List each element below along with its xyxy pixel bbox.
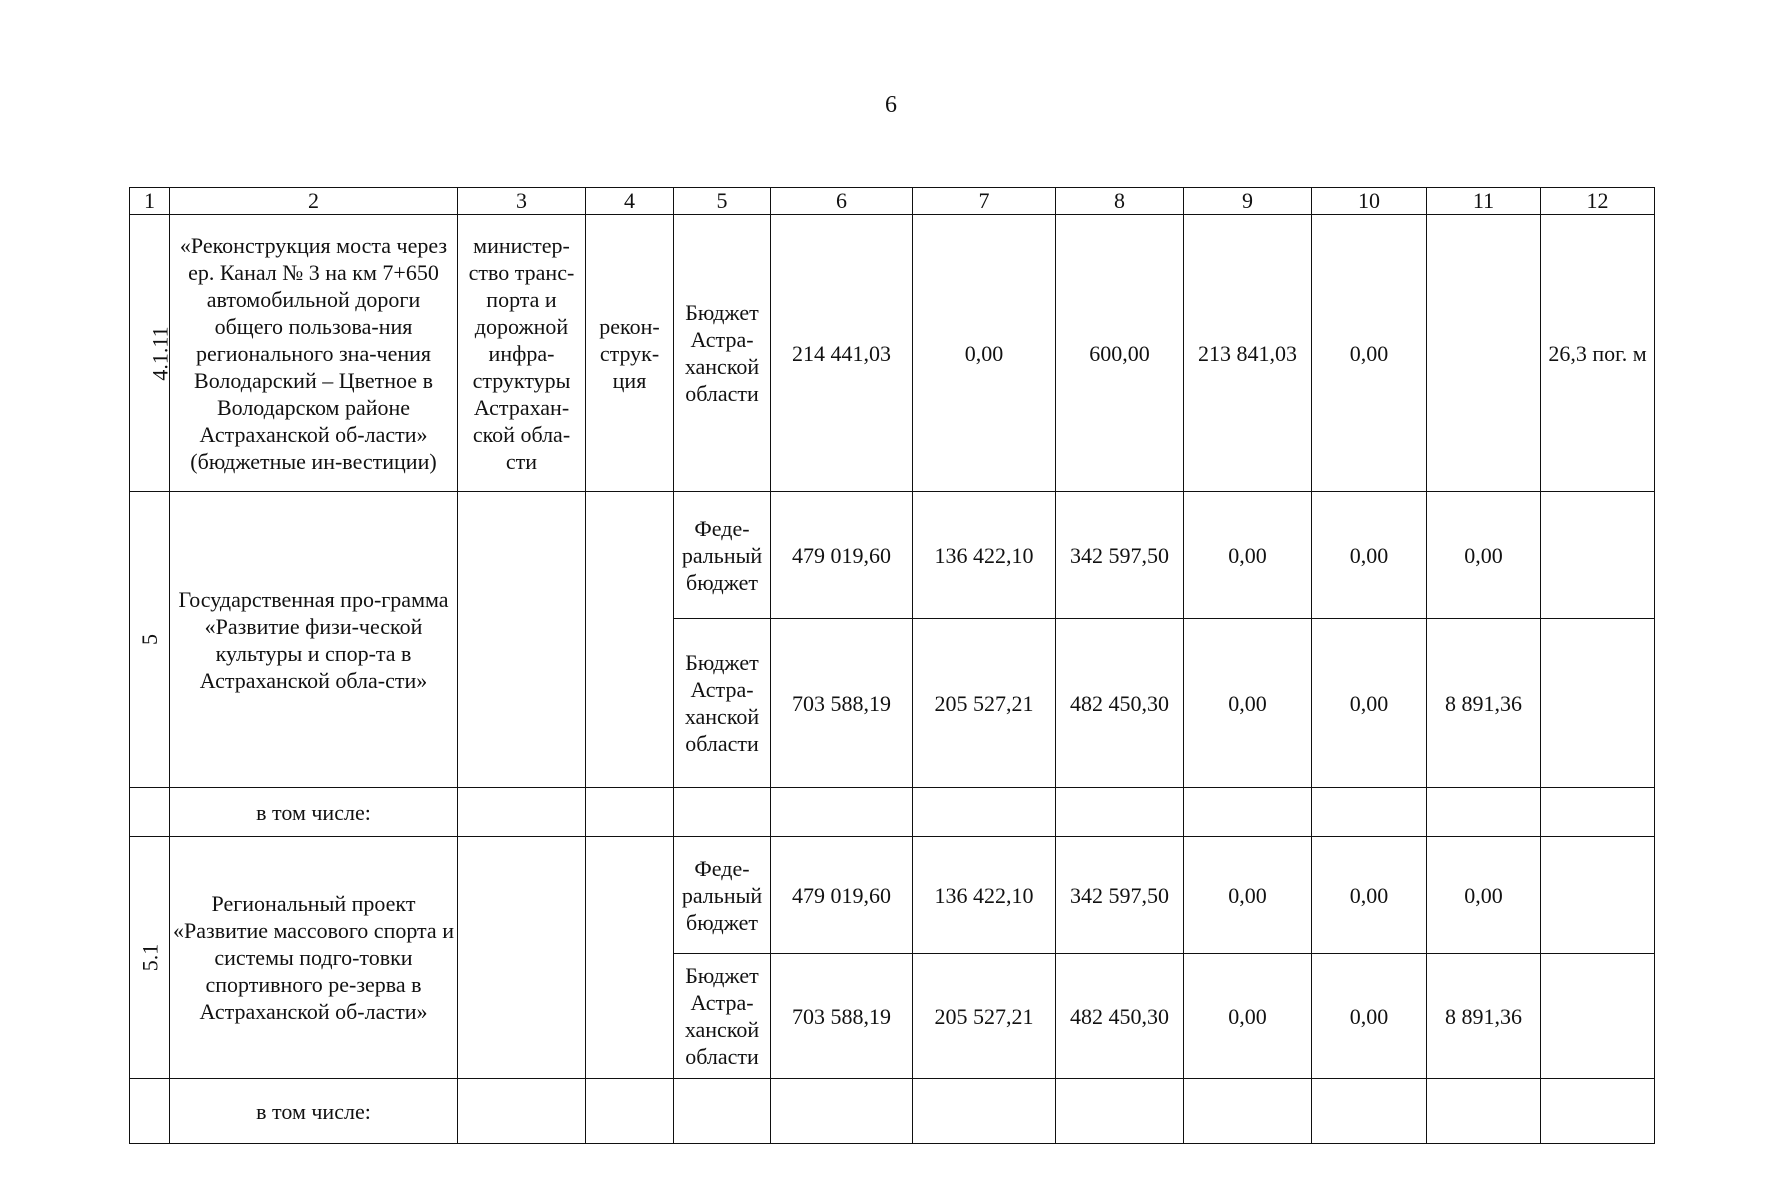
value-cell: 0,00	[1312, 215, 1427, 492]
value-cell: 0,00	[1427, 492, 1541, 619]
executor-cell	[458, 492, 586, 788]
column-header: 8	[1056, 188, 1184, 215]
value-cell	[1427, 215, 1541, 492]
value-cell: 0,00	[1184, 492, 1312, 619]
empty-cell	[1427, 788, 1541, 837]
row-number: 4.1.11	[147, 325, 173, 381]
value-cell: 214 441,03	[771, 215, 913, 492]
value-cell: 136 422,10	[913, 837, 1056, 954]
value-cell: 8 891,36	[1427, 954, 1541, 1079]
value-cell: 8 891,36	[1427, 619, 1541, 788]
row-number-cell	[130, 837, 170, 1079]
value-cell: 136 422,10	[913, 492, 1056, 619]
column-header: 1	[130, 188, 170, 215]
value-cell: 213 841,03	[1184, 215, 1312, 492]
column-header: 7	[913, 188, 1056, 215]
empty-cell	[1184, 1079, 1312, 1144]
row-name-cell: в том числе:	[170, 788, 458, 837]
empty-cell	[1541, 1079, 1655, 1144]
table-row	[130, 492, 1655, 619]
funding-source-cell: Бюджет Астра-ханской области	[674, 215, 771, 492]
row-number-cell	[130, 492, 170, 788]
empty-cell	[1184, 788, 1312, 837]
value-cell: 0,00	[1427, 837, 1541, 954]
value-cell: 205 527,21	[913, 954, 1056, 1079]
column-header: 6	[771, 188, 913, 215]
work-type-cell	[586, 837, 674, 1079]
column-header: 12	[1541, 188, 1655, 215]
funding-source-cell: Феде-ральный бюджет	[674, 837, 771, 954]
row-number: 5.1	[137, 943, 162, 972]
empty-cell	[674, 788, 771, 837]
funding-source-cell: Бюджет Астра-ханской области	[674, 954, 771, 1079]
column-header: 3	[458, 188, 586, 215]
value-cell: 482 450,30	[1056, 619, 1184, 788]
empty-cell	[586, 788, 674, 837]
value-cell: 0,00	[913, 215, 1056, 492]
executor-cell	[458, 837, 586, 1079]
funding-source-cell: Феде-ральный бюджет	[674, 492, 771, 619]
row-number-cell	[130, 215, 173, 492]
budget-table	[129, 187, 1655, 1144]
result-cell: 26,3 пог. м	[1541, 215, 1655, 492]
empty-cell	[913, 788, 1056, 837]
row-name-cell: Государственная про-грамма «Развитие физи-ческой культуры и спор-та в Астраханской обла-сти»	[170, 492, 458, 788]
row-number-cell	[130, 788, 170, 837]
value-cell: 0,00	[1312, 837, 1427, 954]
executor-cell: министер-ство транс-порта и дорожной инфра-структуры Астрахан-ской обла-сти	[458, 215, 586, 492]
value-cell: 479 019,60	[771, 492, 913, 619]
row-name-cell: «Реконструкция моста через ер. Канал № 3 на км 7+650 автомобильной дороги общего пользова-ния регионального зна-чения Володарский – Цветное в Володарском районе Астраханской об-ласти» (бюджетные ин-вестиции)	[170, 215, 458, 492]
result-cell	[1541, 954, 1655, 1079]
table-row	[130, 1079, 1655, 1144]
empty-cell	[1541, 788, 1655, 837]
value-cell: 703 588,19	[771, 954, 913, 1079]
empty-cell	[913, 1079, 1056, 1144]
value-cell: 205 527,21	[913, 619, 1056, 788]
work-type-cell: рекон-струк-ция	[586, 215, 674, 492]
row-number-cell	[130, 1079, 170, 1144]
empty-cell	[674, 1079, 771, 1144]
result-cell	[1541, 619, 1655, 788]
empty-cell	[1056, 788, 1184, 837]
empty-cell	[771, 788, 913, 837]
result-cell	[1541, 837, 1655, 954]
table-row	[130, 837, 1655, 954]
column-header: 11	[1427, 188, 1541, 215]
value-cell: 0,00	[1184, 837, 1312, 954]
column-header: 10	[1312, 188, 1427, 215]
table-row	[130, 788, 1655, 837]
value-cell: 482 450,30	[1056, 954, 1184, 1079]
value-cell: 0,00	[1184, 619, 1312, 788]
empty-cell	[586, 1079, 674, 1144]
row-name-cell: Региональный проект «Развитие массового спорта и системы подго-товки спортивного ре-зерва в Астраханской об-ласти»	[170, 837, 458, 1079]
row-name-cell: в том числе:	[170, 1079, 458, 1144]
empty-cell	[458, 1079, 586, 1144]
value-cell: 479 019,60	[771, 837, 913, 954]
value-cell: 342 597,50	[1056, 492, 1184, 619]
funding-source-cell: Бюджет Астра-ханской области	[674, 619, 771, 788]
value-cell: 0,00	[1312, 954, 1427, 1079]
value-cell: 0,00	[1312, 619, 1427, 788]
empty-cell	[1312, 1079, 1427, 1144]
empty-cell	[771, 1079, 913, 1144]
column-header: 5	[674, 188, 771, 215]
work-type-cell	[586, 492, 674, 788]
result-cell	[1541, 492, 1655, 619]
empty-cell	[1427, 1079, 1541, 1144]
value-cell: 703 588,19	[771, 619, 913, 788]
empty-cell	[458, 788, 586, 837]
empty-cell	[1056, 1079, 1184, 1144]
row-number: 5	[137, 634, 162, 645]
empty-cell	[1312, 788, 1427, 837]
value-cell: 342 597,50	[1056, 837, 1184, 954]
value-cell: 600,00	[1056, 215, 1184, 492]
column-number-row	[130, 188, 1655, 215]
column-header: 2	[170, 188, 458, 215]
table-row	[130, 215, 1655, 492]
page-number: 6	[885, 92, 897, 118]
column-header: 4	[586, 188, 674, 215]
value-cell: 0,00	[1312, 492, 1427, 619]
value-cell: 0,00	[1184, 954, 1312, 1079]
column-header: 9	[1184, 188, 1312, 215]
